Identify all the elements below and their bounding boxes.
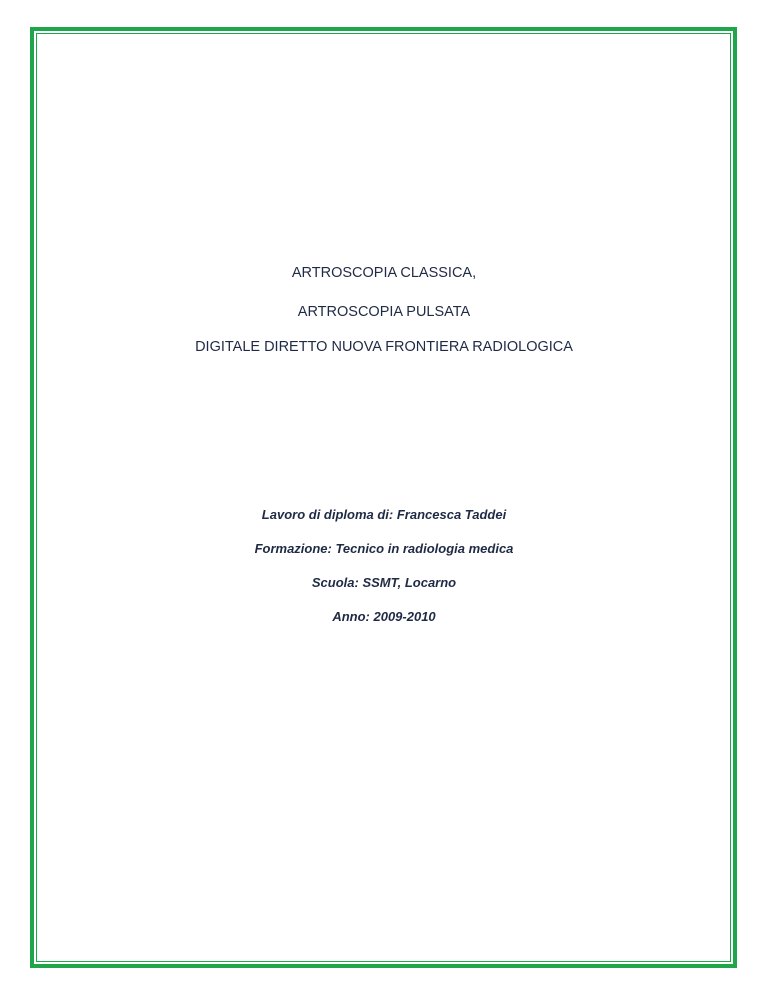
- title-line-1: ARTROSCOPIA CLASSICA,: [291, 265, 477, 281]
- year-line: Anno: 2009-2010: [332, 609, 436, 624]
- page-border-inner: [36, 33, 731, 962]
- title-line-2: ARTROSCOPIA PULSATA: [297, 304, 471, 320]
- title-line-3: DIGITALE DIRETTO NUOVA FRONTIERA RADIOLOGICA: [195, 339, 573, 355]
- training-line: Formazione: Tecnico in radiologia medica: [254, 541, 514, 556]
- school-line: Scuola: SSMT, Locarno: [311, 575, 457, 590]
- author-line: Lavoro di diploma di: Francesca Taddei: [261, 507, 507, 522]
